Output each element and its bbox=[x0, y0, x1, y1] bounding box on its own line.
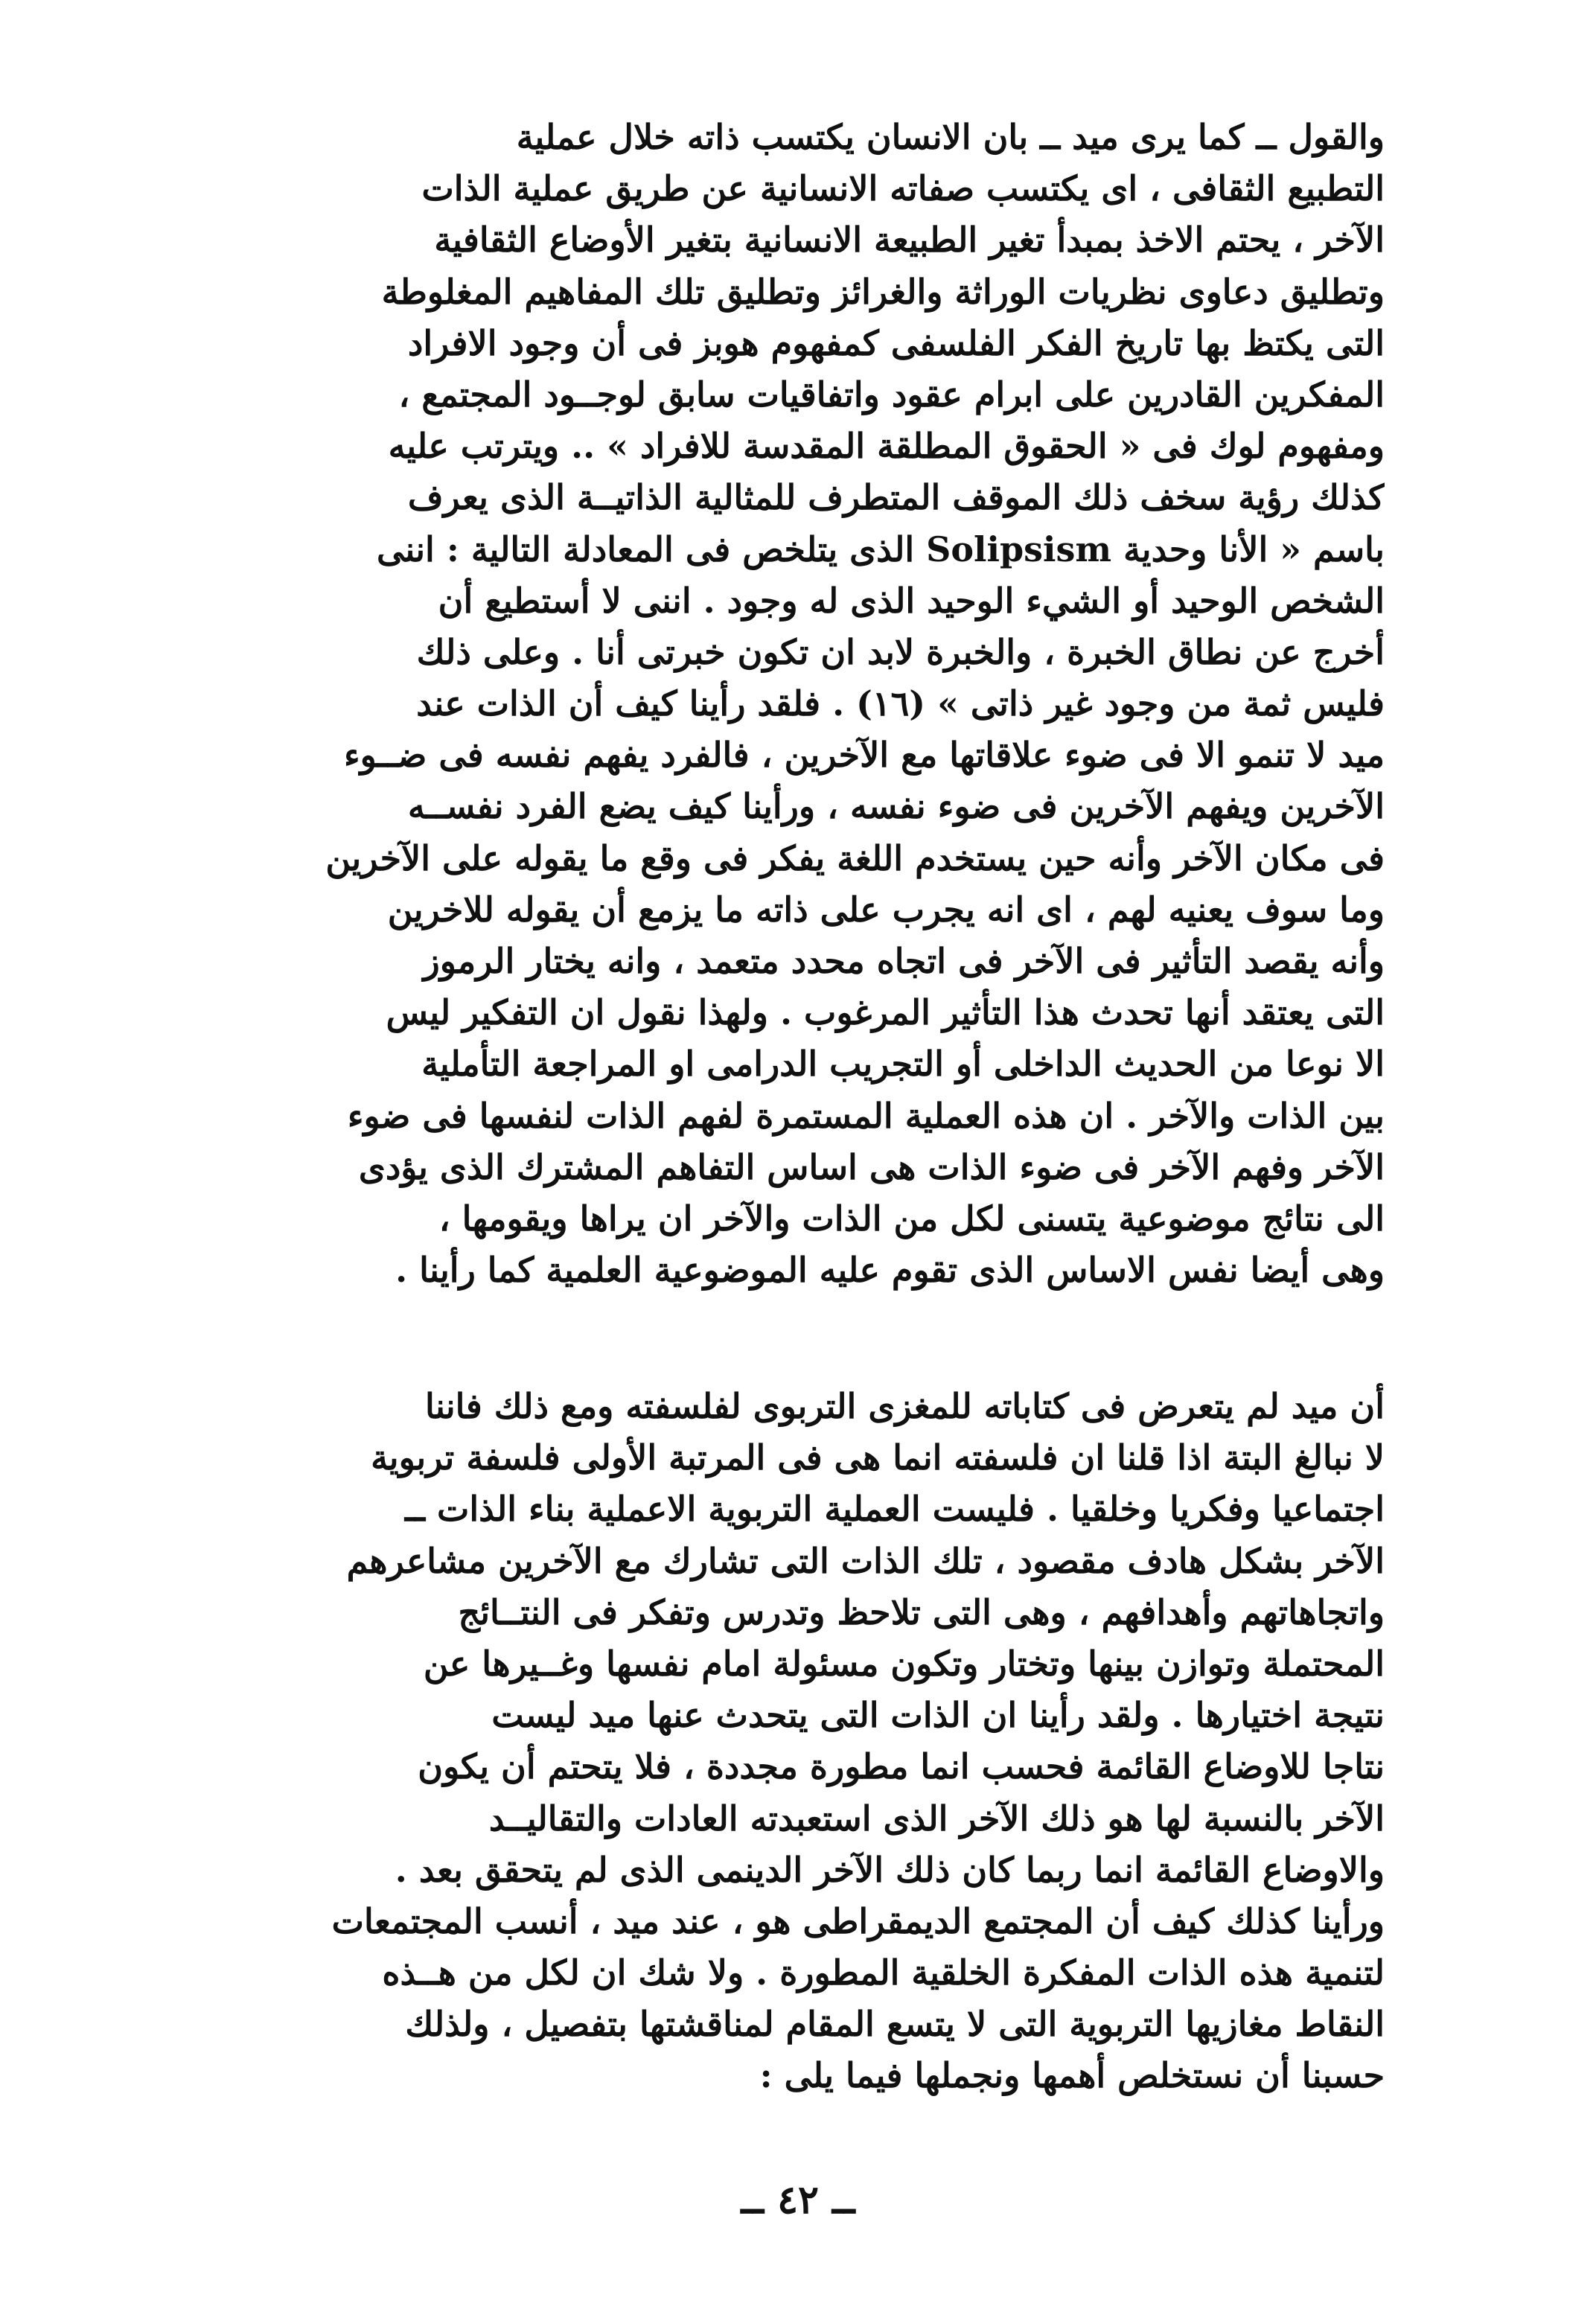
text-line: نتيجة اختيارها . ولقد رأينا ان الذات التى يتحدث عنها ميد ليست bbox=[491, 1695, 1385, 1736]
text-line: أن ميد لم يتعرض فى كتاباته للمغزى التربوى لفلسفته ومع ذلك فاننا bbox=[424, 1386, 1385, 1426]
text-line: الآخر وفهم الآخر فى ضوء الذات هى اساس التفاهم المشترك الذى يؤدى bbox=[358, 1146, 1385, 1187]
text-line: فى مكان الآخر وأنه حين يستخدم اللغة يفكر فى وقع ما يقوله على الآخرين bbox=[325, 837, 1385, 878]
text-line: الى نتائج موضوعية يتسنى لكل من الذات والآخر ان يراها ويقومها ، bbox=[438, 1198, 1385, 1239]
text-line: بين الذات والآخر . ان هذه العملية المستمرة لفهم الذات لنفسها فى ضوء bbox=[347, 1095, 1385, 1136]
text-line: النقاط مغازيها التربوية التى لا يتسع المقام لمناقشتها بتفصيل ، ولذلك bbox=[405, 2004, 1385, 2045]
page-number: ــ ٤٢ ــ bbox=[741, 2177, 855, 2223]
text-line: وما سوف يعنيه لهم ، اى انه يجرب على ذاته ما يزمع أن يقوله للاخرين bbox=[387, 889, 1385, 930]
text-line: الآخر بشكل هادف مقصود ، تلك الذات التى تشارك مع الآخرين مشاعرهم bbox=[346, 1540, 1385, 1581]
text-line: لا نبالغ البتة اذا قلنا ان فلسفته انما هى فى المرتبة الأولى فلسفة تربوية bbox=[371, 1437, 1385, 1478]
text-line: الآخر بالنسبة لها هو ذلك الآخر الذى استعبدته العادات والتقاليــد bbox=[488, 1798, 1385, 1839]
text-line: التى يعتقد أنها تحدث هذا التأثير المرغوب . ولهذا نقول ان التفكير ليس bbox=[386, 992, 1385, 1033]
text-line: نتاجا للاوضاع القائمة فحسب انما مطورة مجددة ، فلا يتحتم أن يكون bbox=[418, 1746, 1385, 1787]
text-line: الآخرين ويفهم الآخرين فى ضوء نفسه ، ورأينا كيف يضع الفرد نفســه bbox=[407, 786, 1385, 827]
text-line: ومفهوم لوك فى « الحقوق المطلقة المقدسة للافراد » .. ويترتب عليه bbox=[388, 426, 1385, 467]
text-line: ورأينا كذلك كيف أن المجتمع الديمقراطى هو ، عند ميد ، أنسب المجتمعات bbox=[331, 1900, 1385, 1941]
text-line: اجتماعيا وفكريا وخلقيا . فليست العملية التربوية الاعملية بناء الذات ــ bbox=[405, 1489, 1385, 1530]
text-line: الا نوعا من الحديث الداخلى أو التجريب الدرامى او المراجعة التأملية bbox=[421, 1044, 1385, 1085]
text-line: التى يكتظ بها تاريخ الفكر الفلسفى كمفهوم هوبز فى أن وجود الافراد bbox=[407, 322, 1385, 363]
text-line: باسم « الأنا وحدية Solipsism الذى يتلخص فى المعادلة التالية : اننى bbox=[377, 528, 1385, 569]
text-line: أخرج عن نطاق الخبرة ، والخبرة لابد ان تكون خبرتى أنا . وعلى ذلك bbox=[416, 631, 1385, 672]
text-line: والاوضاع القائمة انما ربما كان ذلك الآخر الدينمى الذى لم يتحقق بعد . bbox=[395, 1849, 1385, 1890]
text-line: لتنمية هذه الذات المفكرة الخلقية المطورة . ولا شك ان لكل من هــذه bbox=[382, 1952, 1385, 1993]
text-line: والقول ــ كما يرى ميد ــ بان الانسان يكتسب ذاته خلال عملية bbox=[516, 117, 1385, 157]
text-line: المحتملة وتوازن بينها وتختار وتكون مسئولة امام نفسها وغــيرها عن bbox=[423, 1643, 1385, 1684]
paragraph-1 bbox=[223, 112, 1385, 1296]
text-line: كذلك رؤية سخف ذلك الموقف المتطرف للمثالية الذاتيــة الذى يعرف bbox=[407, 477, 1385, 518]
text-line: وأنه يقصد التأثير فى الآخر فى اتجاه محدد متعمد ، وانه يختار الرموز bbox=[423, 941, 1385, 981]
text-line: حسبنا أن نستخلص أهمها ونجملها فيما يلى : bbox=[759, 2055, 1385, 2096]
paragraph-2 bbox=[223, 1381, 1385, 2102]
text-line: وهى أيضا نفس الاساس الذى تقوم عليه الموضوعية العلمية كما رأينا . bbox=[395, 1250, 1385, 1291]
text-line: فليس ثمة من وجود غير ذاتى » (١٦) . فلقد رأينا كيف أن الذات عند bbox=[416, 683, 1385, 724]
text-line: التطبيع الثقافى ، اى يكتسب صفاته الانسانية عن طريق عملية الذات bbox=[421, 168, 1385, 209]
text-line: وتطليق دعاوى نظريات الوراثة والغرائز وتطليق تلك المفاهيم المغلوطة bbox=[381, 271, 1385, 312]
text-line: واتجاهاتهم وأهدافهم ، وهى التى تلاحظ وتدرس وتفكر فى النتــائج bbox=[458, 1591, 1385, 1632]
text-line: ميد لا تنمو الا فى ضوء علاقاتها مع الآخرين ، فالفرد يفهم نفسه فى ضــوء bbox=[343, 735, 1385, 776]
text-line: المفكرين القادرين على ابرام عقود واتفاقيات سابق لوجــود المجتمع ، bbox=[398, 374, 1385, 415]
text-line: الشخص الوحيد أو الشيء الوحيد الذى له وجود . اننى لا أستطيع أن bbox=[438, 580, 1385, 621]
text-line: الآخر ، يحتم الاخذ بمبدأ تغير الطبيعة الانسانية بتغير الأوضاع الثقافية bbox=[434, 220, 1385, 261]
